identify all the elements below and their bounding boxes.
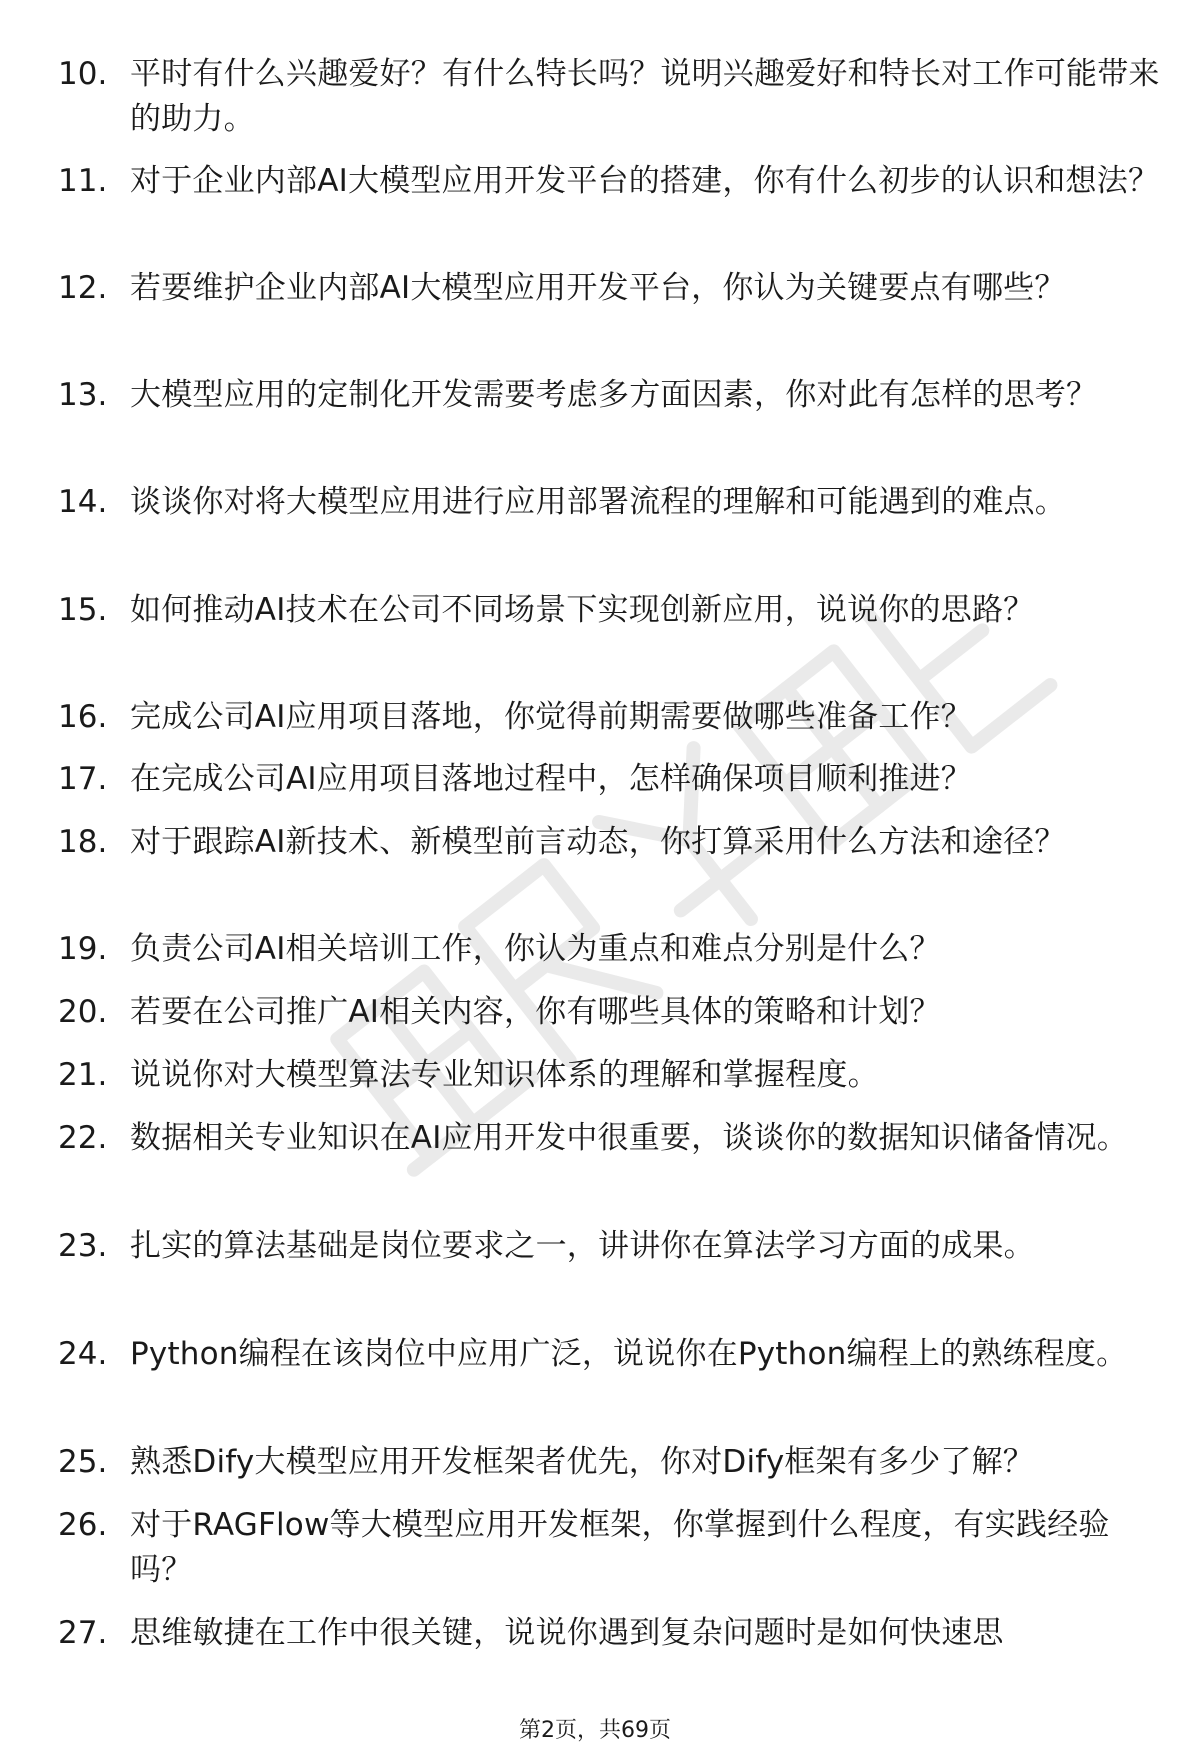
question-number: 11. (58, 163, 108, 199)
question-number: 15. (58, 592, 108, 628)
question-text: 扎实的算法基础是岗位要求之一，讲讲你在算法学习方面的成果。 (130, 1228, 1035, 1264)
question-text: 完成公司AI应用项目落地，你觉得前期需要做哪些准备工作？ (130, 699, 972, 735)
list-item (0, 820, 1190, 920)
question-number: 10. (58, 56, 108, 92)
question-number: 16. (58, 699, 108, 735)
list-item (0, 159, 1190, 259)
question-number: 25. (58, 1444, 108, 1480)
question-text: 在完成公司AI应用项目落地过程中，怎样确保项目顺利推进？ (130, 761, 972, 797)
question-number: 20. (58, 994, 108, 1030)
question-text: 对于企业内部AI大模型应用开发平台的搭建，你有什么初步的认识和想法？ (130, 163, 1160, 199)
question-number: 27. (58, 1615, 108, 1651)
question-text: 平时有什么兴趣爱好？有什么特长吗？说明兴趣爱好和特长对工作可能带来的助力。 (130, 56, 1160, 137)
list-item (0, 480, 1190, 580)
question-number: 23. (58, 1228, 108, 1264)
question-text: 思维敏捷在工作中很关键，说说你遇到复杂问题时是如何快速思 (130, 1615, 1004, 1651)
list-item (0, 588, 1190, 688)
list-item (0, 1503, 1190, 1603)
question-text: 负责公司AI相关培训工作，你认为重点和难点分别是什么？ (130, 931, 941, 967)
question-text: 熟悉Dify大模型应用开发框架者优先，你对Dify框架有多少了解？ (130, 1444, 1034, 1480)
question-number: 13. (58, 377, 108, 413)
list-item (0, 1332, 1190, 1432)
page-number-footer: 第2页，共69页 (519, 1718, 671, 1743)
question-text: Python编程在该岗位中应用广泛，说说你在Python编程上的熟练程度。 (130, 1336, 1128, 1372)
list-item (0, 266, 1190, 366)
question-text: 对于RAGFlow等大模型应用开发框架，你掌握到什么程度，有实践经验吗？ (130, 1507, 1110, 1588)
question-number: 17. (58, 761, 108, 797)
question-text: 若要维护企业内部AI大模型应用开发平台，你认为关键要点有哪些？ (130, 270, 1066, 306)
question-number: 14. (58, 484, 108, 520)
list-item (0, 373, 1190, 473)
question-number: 12. (58, 270, 108, 306)
question-number: 22. (58, 1120, 108, 1156)
list-item (0, 52, 1190, 152)
question-text: 大模型应用的定制化开发需要考虑多方面因素，你对此有怎样的思考？ (130, 377, 1098, 413)
question-number: 24. (58, 1336, 108, 1372)
question-number: 19. (58, 931, 108, 967)
list-item (0, 1116, 1190, 1216)
list-item (0, 1611, 1190, 1711)
question-number: 21. (58, 1057, 108, 1093)
question-number: 18. (58, 824, 108, 860)
question-text: 如何推动AI技术在公司不同场景下实现创新应用，说说你的思路？ (130, 592, 1035, 628)
question-number: 26. (58, 1507, 108, 1543)
list-item (0, 1224, 1190, 1324)
question-text: 若要在公司推广AI相关内容，你有哪些具体的策略和计划？ (130, 994, 941, 1030)
question-text: 数据相关专业知识在AI应用开发中很重要，谈谈你的数据知识储备情况。 (130, 1120, 1128, 1156)
question-text: 对于跟踪AI新技术、新模型前言动态，你打算采用什么方法和途径？ (130, 824, 1066, 860)
question-text: 谈谈你对将大模型应用进行应用部署流程的理解和可能遇到的难点。 (130, 484, 1066, 520)
question-text: 说说你对大模型算法专业知识体系的理解和掌握程度。 (130, 1057, 879, 1093)
